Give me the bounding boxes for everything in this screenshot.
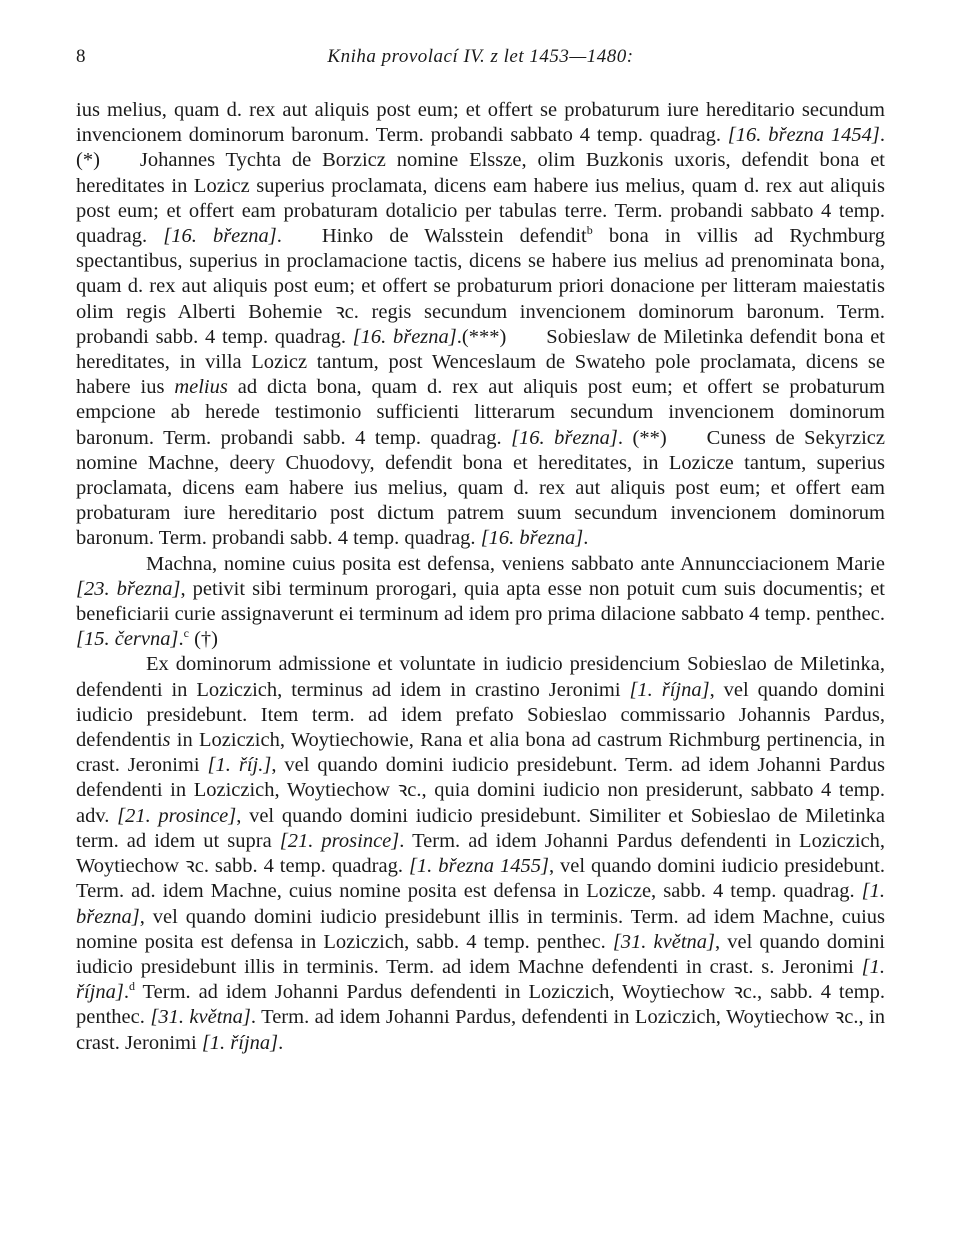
- text-run: , petivit sibi terminum prorogari, quia apta esse non potuit cum suis documentis; et beneficiarii curie assignaverunt ei terminum ad idem pro prima dilacione sabbato 4 temp. penthec.: [76, 577, 886, 626]
- text-run: , vel quando domini iudicio presidebunt. Term. ad idem Johanni Pardus defendenti in Loziczich, Woytiechow ꝛc., quia domini iudicio non presiderunt, sabbato 4 temp. adv.: [76, 754, 885, 827]
- date-annotation: [16. března 1454]: [727, 124, 880, 147]
- date-annotation: [21. prosince]: [117, 804, 237, 827]
- text-run: . Term. ad idem Johanni Pardus defendenti in Loziczich, Woytiechow ꝛc. sabb. 4 temp. quadrag.: [76, 829, 885, 878]
- date-annotation: [1. října]: [76, 955, 885, 1004]
- text-run: Cuness de Sekyrzicz nomine Machne, deery Chuodovy, defendit bona et hereditates, in Lozicze tantum, superius proclamata, dicens eam habere ius melius, quam d. rex aut aliquis post eum; et offert eam probaturam iure hereditario post dictum patrem suum secundum invencionem dominorum baronum. Term. probandi sabb. 4 temp. quadrag.: [76, 426, 885, 550]
- date-annotation: [15. června]: [76, 628, 179, 651]
- text-run: .: [583, 527, 589, 550]
- running-title: Kniha provolací IV. z let 1453—1480:: [327, 46, 634, 67]
- date-annotation: [16. března]: [163, 225, 277, 248]
- footnote-ref: . (**): [617, 426, 667, 449]
- text-run: , vel quando domini iudicio presidebunt illis in terminis. Term. ad idem Machne, cuius nomine posita est defensa in Loziczich, sabb. 4 temp. penthec.: [76, 905, 885, 953]
- date-annotation: [1. října]: [629, 678, 710, 701]
- date-annotation: [23. března]: [76, 577, 181, 600]
- date-annotation: [16. března]: [352, 325, 457, 348]
- page-number: 8: [76, 46, 86, 67]
- text-run: .: [278, 1031, 284, 1054]
- text-run: , vel quando domini iudicio presidebunt illis in terminis. Term. ad idem Machne defendenti in crast. s. Jeronimi: [76, 930, 885, 978]
- apparatus-mark: c: [183, 626, 189, 641]
- date-annotation: [31. května]: [150, 1006, 251, 1029]
- date-annotation: [1. března 1455]: [408, 855, 549, 878]
- italic-word: melius: [174, 376, 228, 399]
- text-run: Hinko de Walsstein defendit: [321, 225, 587, 248]
- body-text: [76, 98, 885, 1056]
- footnote-ref: .(***): [456, 325, 507, 348]
- text-run: bona in villis ad Rychmburg spectantibus, superius in proclamacione tactis, dicens se habere ius melius ad prenominata bona, quam d. rex aut aliquis post eum; et offert se probaturum priori donacione per litteram maiestatis olim regis Alberti Bohemie ꝛc. regis secundum invencionem dominorum baronum. Term. probandi sabb. 4 temp. quadrag.: [76, 225, 885, 348]
- text-run: in Loziczich, Woytiechowie, Rana et alia bona ad castrum Richmburg pertinencia, in crast. Jeronimi: [76, 729, 885, 777]
- paragraph-3: [76, 652, 885, 1055]
- footnote-ref: .(*): [76, 124, 885, 172]
- date-annotation: [16. března]: [511, 426, 618, 449]
- text-run: , vel quando domini iudicio presidebunt. Term. ad. idem Machne, cuius nomine posita est defensa in Lozicze, sabb. 4 temp. quadrag.: [76, 855, 886, 903]
- text-run: Ex dominorum admissione et voluntate in iudicio presidencium Sobieslao de Miletinka, defendenti in Loziczich, terminus ad idem in crastino Jeronimi: [76, 653, 885, 701]
- footnote-ref: (†): [188, 628, 218, 651]
- text-run: Term. ad idem Johanni Pardus defendenti in Loziczich, Woytiechow ꝛc., sabb. 4 temp. penthec.: [76, 981, 885, 1029]
- text-run: Sobieslaw de Miletinka defendit bona et hereditates, in villa Lozicz tantum, post Wenceslaum de Swateho pole proclamata, dicens se habere ius: [76, 325, 885, 399]
- date-annotation: [31. května]: [612, 930, 716, 953]
- paragraph-2: [76, 552, 885, 653]
- text-run: Johannes Tychta de Borzicz nomine Elssze, olim Buzkonis uxoris, defendit bona et hereditates in Lozicz superius proclamata, dicens eam habere ius melius, quam d. rex aut aliquis post eum; et offert eam probaturam dotalicio per tabulas terre. Term. probandi sabbato 4 temp. quadrag.: [76, 149, 885, 248]
- text-run: ad dicta bona, quam d. rex aut aliquis post eum; et offert se probaturum empcione ab herede testimonio sufficienti litterarum secundum invencionem dominorum baronum. Term. probandi sabb. 4 temp. quadrag.: [76, 376, 885, 449]
- text-run: .: [123, 981, 129, 1004]
- date-annotation: [1. října]: [201, 1031, 279, 1054]
- apparatus-mark: b: [586, 223, 593, 238]
- text-run: .: [276, 225, 282, 248]
- date-annotation: [1. říj.]: [207, 754, 272, 777]
- apparatus-mark: d: [128, 979, 135, 994]
- text-run: , vel quando domini iudicio presidebunt. Item term. ad idem prefato Sobieslao commissario Johannis Pardus, defendenti: [76, 678, 885, 752]
- date-annotation: [1. března]: [76, 880, 885, 928]
- text-run: ius melius, quam d. rex aut aliquis post eum; et offert se probaturum iure hereditario secundum invencionem dominorum baronum. Term. probandi sabbato 4 temp. quadrag.: [76, 99, 885, 147]
- date-annotation: [21. prosince]: [279, 829, 400, 852]
- text-run: . Term. ad idem Johanni Pardus, defendenti in Loziczich, Woytiechow ꝛc., in crast. Jeronimi: [76, 1006, 885, 1054]
- paragraph-1: [76, 98, 885, 552]
- date-annotation: [16. března]: [480, 527, 584, 550]
- text-run: Machna, nomine cuius posita est defensa, veniens sabbato ante Annuncciacionem Marie: [146, 552, 885, 575]
- text-run: .: [178, 628, 184, 651]
- italic-letter: s: [162, 729, 171, 752]
- text-run: , vel quando domini iudicio presidebunt. Similiter et Sobieslao de Miletinka term. ad idem ut supra: [76, 804, 885, 852]
- running-head: [76, 46, 885, 70]
